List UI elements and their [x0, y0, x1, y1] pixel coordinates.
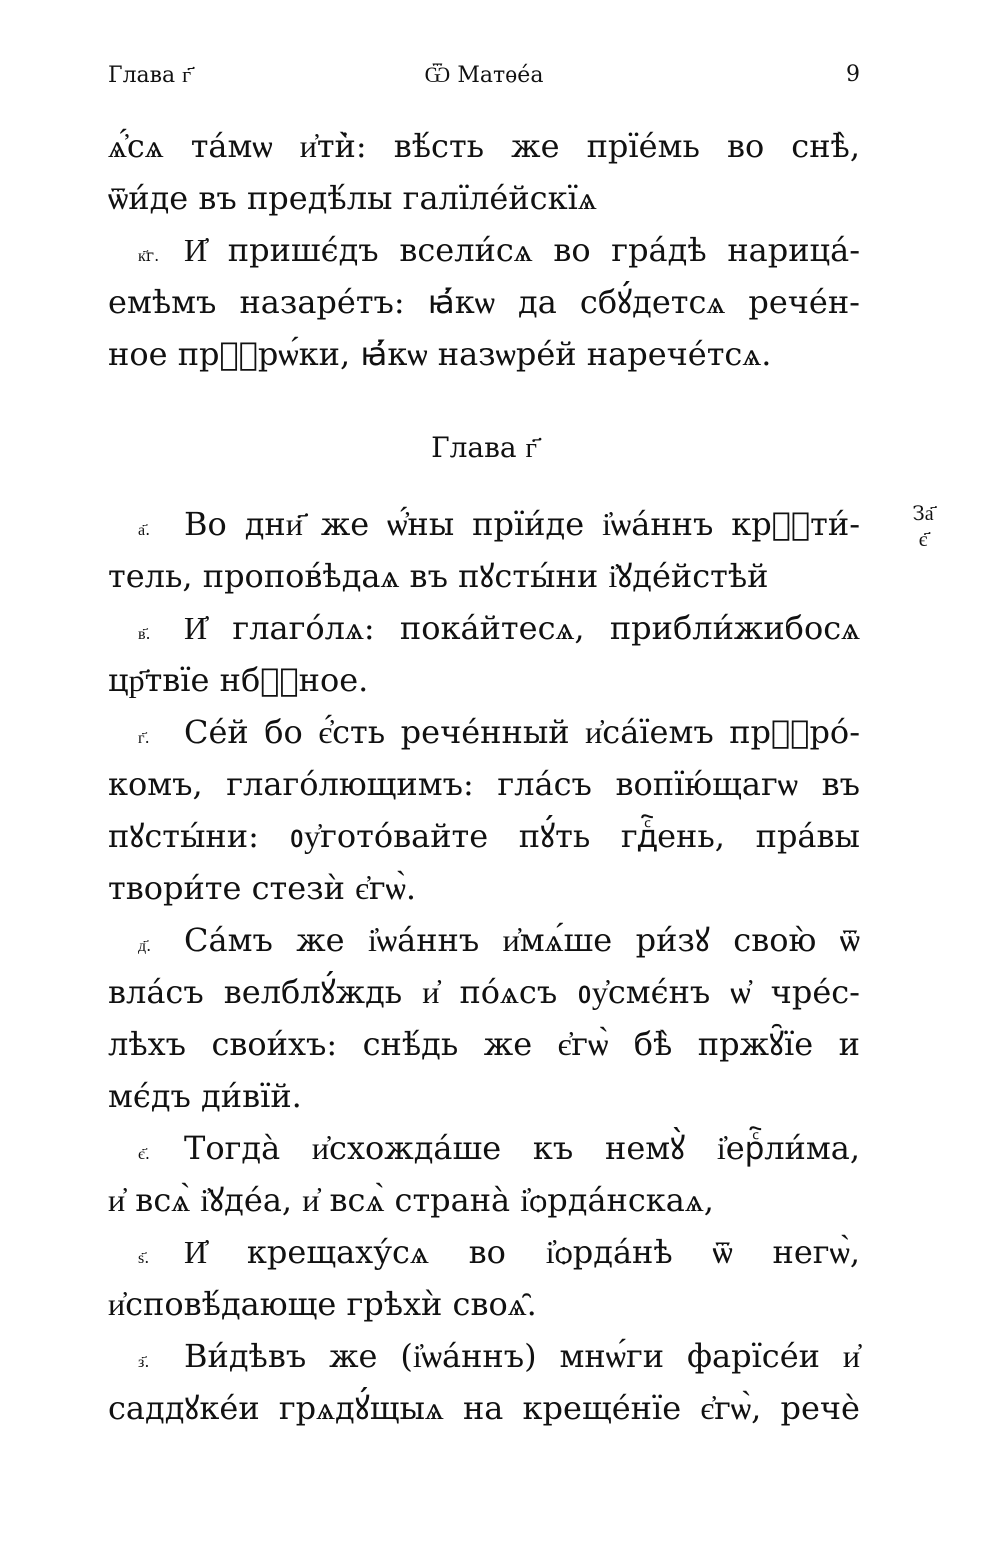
text-line: [108, 498, 860, 550]
verse-text: твори́те стезѝ є҆гѡ̀.: [108, 869, 417, 907]
chapter-title: Глава г҃: [431, 431, 537, 464]
verse-number: а҃.: [138, 520, 151, 539]
verse-number: в҃.: [138, 624, 151, 643]
text-line: [108, 328, 860, 380]
text-line: [108, 276, 860, 328]
margin-reading-note: [888, 500, 958, 552]
text-line: [108, 602, 860, 654]
verse-number: є҃.: [138, 1144, 150, 1163]
verse-text: И҆ глаго́лѧ: пока́йтесѧ, прибли́жибосѧ: [184, 609, 860, 647]
text-line: [108, 1330, 860, 1382]
running-head: [108, 62, 860, 98]
verse-text: Се́й бо є҆́сть рече́нный и҆са́їемъ прⷪ҇ро́-: [184, 713, 860, 751]
verse-text: емѣмъ назаре́тъ: ꙗ҆́кѡ да сбꙋ́детсѧ рече́н-: [108, 283, 860, 321]
text-line: [108, 120, 860, 172]
verse-text: ѧ҆́сѧ та́мѡ и҆ти̇̀: вѣ́сть же прїе́мь во снѣ̀,: [108, 127, 860, 165]
margin-note-line: є҃: [918, 527, 928, 551]
page-number: 9: [846, 62, 860, 87]
text-line: [108, 706, 860, 758]
verse-text: Ви́дѣвъ же (і҆ѡа́ннъ) мнѡ́ги фарїсе́и и҆: [184, 1337, 860, 1375]
text-line: [108, 1278, 860, 1330]
verse-text: саддꙋке́и грѧдꙋ́щыѧ на креще́нїе є҆гѡ̀, речѐ: [108, 1389, 860, 1427]
text-line: [108, 550, 860, 602]
verse-text: и҆ всѧ̀ і҆ꙋде́а, и҆ всѧ̀ страна̀ і҆ѻрда́нскаѧ,: [108, 1181, 714, 1219]
text-line: [108, 810, 860, 862]
margin-note-line: За҃: [912, 501, 934, 525]
verse-number: г҃.: [138, 728, 150, 747]
text-line: [108, 1382, 860, 1434]
text-line: [108, 1174, 860, 1226]
verse-text: ѿи́де въ предѣ́лы галїле́йскїѧ: [108, 179, 597, 217]
text-line: [108, 862, 860, 914]
verse-text: и҆сповѣ́дающе грѣхѝ своѧ̑.: [108, 1285, 537, 1323]
verse-text: Во дни҃ же ѡ҆́ны прїи́де і҆ѡа́ннъ крⷭ҇ти́-: [184, 505, 860, 543]
text-block-chapter-3: [108, 498, 860, 1434]
verse-text: Са́мъ же і҆ѡа́ннъ и҆мѧ́ше ри́зꙋ свою̀ ѿ: [184, 921, 860, 959]
verse-text: лѣхъ свои́хъ: снѣ́дь же є҆гѡ̀ бѣ̀ пржꙋ̑їе и: [108, 1025, 860, 1063]
text-block-end-of-chapter-2: [108, 120, 860, 380]
verse-text: И҆ пришє́дъ всели́сѧ во гра́дѣ нарица́-: [184, 231, 860, 269]
text-line: [108, 172, 860, 224]
verse-text: комъ, глаго́лющимъ: гла́съ вопїю́щагѡ въ: [108, 765, 860, 803]
verse-number: ѕ҃.: [138, 1248, 150, 1267]
running-head-chapter: Глава г҃: [108, 63, 192, 88]
verse-text: тель, пропов́ѣдаѧ въ пꙋсты́ни і҆ꙋде́йстѣй: [108, 557, 769, 595]
verse-number: к҃г.: [138, 246, 160, 265]
text-line: [108, 914, 860, 966]
text-line: [108, 224, 860, 276]
text-line: [108, 758, 860, 810]
running-head-book-title: Ѿ Матѳе́а: [424, 63, 544, 88]
verse-number: д҃.: [138, 936, 152, 955]
text-line: [108, 1018, 860, 1070]
verse-text: цр҃твїе нбⷭ҇ное.: [108, 661, 369, 699]
text-line: [108, 654, 860, 706]
text-line: [108, 1226, 860, 1278]
verse-text: мє́дъ ди́вїй.: [108, 1077, 302, 1115]
verse-text: пꙋсты́ни: ᲂу҆гото́вайте пꙋ́ть гдⷭ҇ень, пра́вы: [108, 817, 860, 855]
text-line: [108, 1122, 860, 1174]
verse-number: з҃.: [138, 1352, 150, 1371]
verse-text: Тогда̀ и҆схожда́ше къ немꙋ̀ і҆ерⷭ҇ли́ма,: [184, 1129, 860, 1167]
verse-text: ное прⷪ҇рѡ́ки, ꙗ҆́кѡ назѡре́й нарече́тсѧ.: [108, 335, 772, 373]
verse-text: вла́съ велблꙋ́ждь и҆ по́ѧсъ ᲂу҆смє́нъ ѡ҆ чре́с-: [108, 973, 860, 1011]
text-line: [108, 966, 860, 1018]
text-line: [108, 1070, 860, 1122]
verse-text: И҆ крещаху́сѧ во і҆ѻрда́нѣ ѿ негѡ̀,: [184, 1233, 860, 1271]
